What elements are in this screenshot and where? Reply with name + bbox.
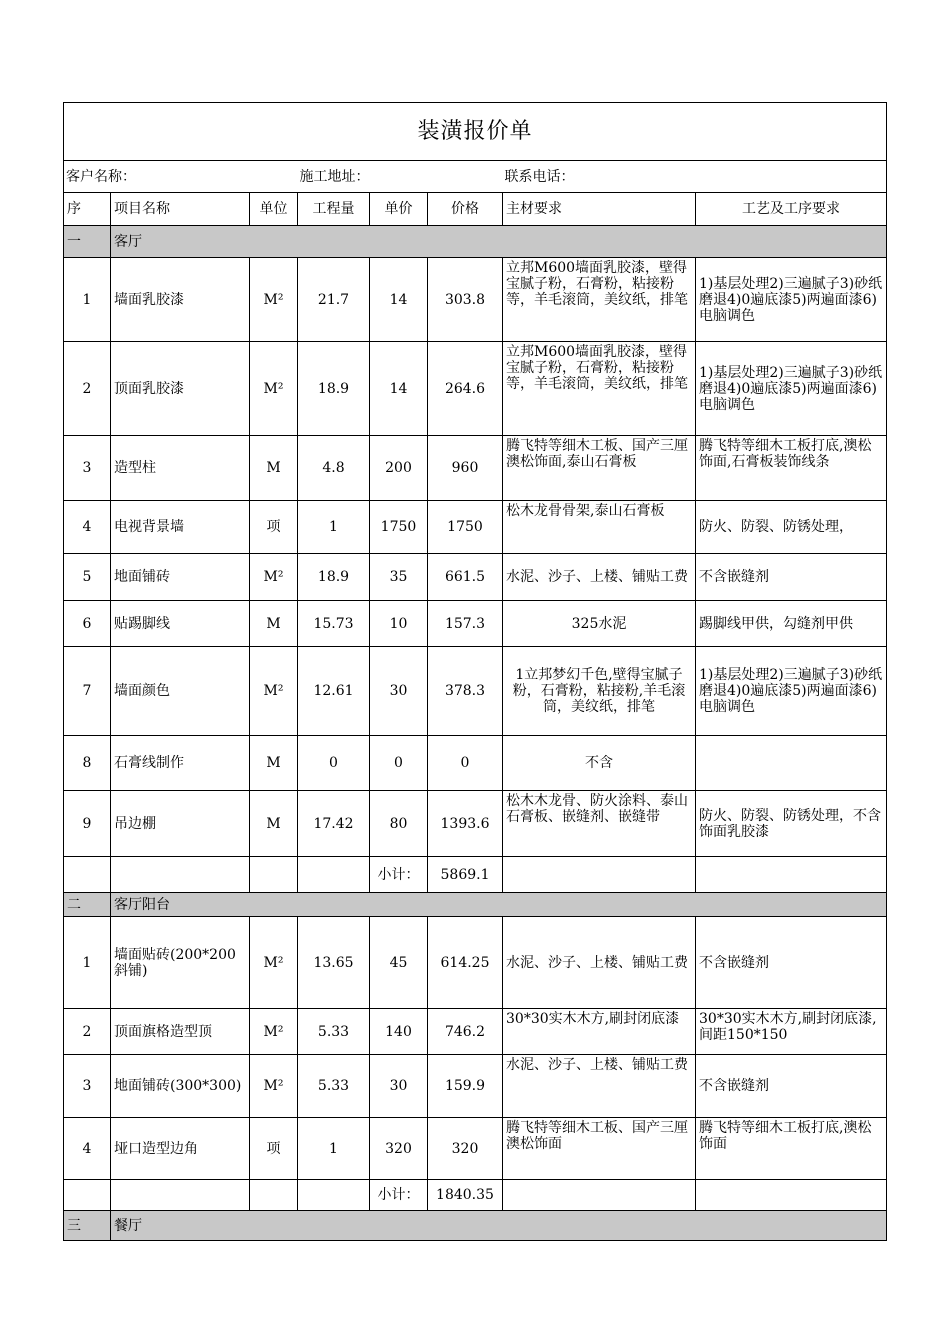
section-row: [64, 226, 887, 258]
table-row: [64, 736, 887, 791]
item-number: 1: [64, 258, 111, 342]
item-number: 3: [64, 436, 111, 501]
item-quantity: 12.61: [298, 647, 370, 736]
section-name: 客厅: [111, 226, 887, 258]
subtotal-row: [64, 1180, 887, 1211]
item-number: 9: [64, 791, 111, 857]
item-unit-price: 14: [370, 342, 428, 436]
item-unit: M: [250, 736, 298, 791]
item-name: 墙面乳胶漆: [111, 258, 250, 342]
item-material: 水泥、沙子、上楼、铺贴工费: [503, 1055, 696, 1118]
item-unit-price: 140: [370, 1009, 428, 1055]
empty-cell: [64, 1180, 111, 1211]
item-name: 地面铺砖: [111, 554, 250, 601]
item-process: 不含嵌缝剂: [696, 1055, 887, 1118]
item-name: 造型柱: [111, 436, 250, 501]
item-total: 264.6: [428, 342, 503, 436]
item-process: 1)基层处理2)三遍腻子3)砂纸磨退4)0遍底漆5)两遍面漆6)电脑调色: [696, 647, 887, 736]
empty-cell: [503, 857, 696, 893]
item-unit: M²: [250, 258, 298, 342]
item-unit: M²: [250, 1055, 298, 1118]
table-row: [64, 1118, 887, 1180]
item-number: 4: [64, 501, 111, 554]
table-row: [64, 554, 887, 601]
item-number: 4: [64, 1118, 111, 1180]
item-unit-price: 30: [370, 647, 428, 736]
item-process: 腾飞特等细木工板打底,澳松饰面: [696, 1118, 887, 1180]
header-unit: 单位: [250, 193, 298, 226]
item-process: 防火、防裂、防锈处理，: [696, 501, 887, 554]
subtotal-label: 小计：: [370, 857, 428, 893]
item-process: [696, 736, 887, 791]
item-name: 地面铺砖(300*300): [111, 1055, 250, 1118]
item-quantity: 17.42: [298, 791, 370, 857]
empty-cell: [298, 1180, 370, 1211]
item-unit-price: 14: [370, 258, 428, 342]
table-row: [64, 258, 887, 342]
section-name: 客厅阳台: [111, 893, 887, 917]
item-material: 30*30实木木方,刷封闭底漆: [503, 1009, 696, 1055]
item-material: 325水泥: [503, 601, 696, 647]
empty-cell: [503, 1180, 696, 1211]
item-number: 6: [64, 601, 111, 647]
item-material: 1立邦梦幻千色,壁得宝腻子粉，石膏粉，粘接粉,羊毛滚筒，美纹纸，排笔: [503, 647, 696, 736]
item-unit: M²: [250, 554, 298, 601]
item-material: 松木龙骨骨架,泰山石膏板: [503, 501, 696, 554]
item-number: 2: [64, 342, 111, 436]
item-process: 不含嵌缝剂: [696, 917, 887, 1009]
item-unit-price: 200: [370, 436, 428, 501]
item-unit-price: 45: [370, 917, 428, 1009]
table-row: [64, 1009, 887, 1055]
item-total: 1393.6: [428, 791, 503, 857]
item-number: 3: [64, 1055, 111, 1118]
item-unit: 项: [250, 501, 298, 554]
table-row: [64, 647, 887, 736]
empty-cell: [696, 857, 887, 893]
address-label: 施工地址：: [298, 161, 503, 193]
table-row: [64, 436, 887, 501]
item-total: 1750: [428, 501, 503, 554]
item-number: 8: [64, 736, 111, 791]
section-number: 一: [64, 226, 111, 258]
item-material: 水泥、沙子、上楼、铺贴工费: [503, 917, 696, 1009]
item-unit: M: [250, 791, 298, 857]
item-total: 661.5: [428, 554, 503, 601]
item-total: 320: [428, 1118, 503, 1180]
section-row: [64, 1211, 887, 1241]
empty-cell: [250, 857, 298, 893]
empty-cell: [111, 1180, 250, 1211]
item-process: 1)基层处理2)三遍腻子3)砂纸磨退4)0遍底漆5)两遍面漆6)电脑调色: [696, 258, 887, 342]
item-material: 腾飞特等细木工板、国产三厘澳松饰面,泰山石膏板: [503, 436, 696, 501]
item-process: 30*30实木木方,刷封闭底漆,间距150*150: [696, 1009, 887, 1055]
quote-table: [63, 102, 887, 1241]
item-quantity: 5.33: [298, 1009, 370, 1055]
subtotal-label: 小计：: [370, 1180, 428, 1211]
item-quantity: 18.9: [298, 554, 370, 601]
item-total: 159.9: [428, 1055, 503, 1118]
header-qty: 工程量: [298, 193, 370, 226]
item-process: 防火、防裂、防锈处理，不含饰面乳胶漆: [696, 791, 887, 857]
subtotal-value: 5869.1: [428, 857, 503, 893]
item-name: 电视背景墙: [111, 501, 250, 554]
item-unit-price: 35: [370, 554, 428, 601]
section-name: 餐厅: [111, 1211, 887, 1241]
item-unit-price: 10: [370, 601, 428, 647]
header-total: 价格: [428, 193, 503, 226]
item-material: 腾飞特等细木工板、国产三厘澳松饰面: [503, 1118, 696, 1180]
item-name: 贴踢脚线: [111, 601, 250, 647]
item-total: 960: [428, 436, 503, 501]
item-number: 5: [64, 554, 111, 601]
header-no: 序: [64, 193, 111, 226]
table-row: [64, 917, 887, 1009]
table-row: [64, 1055, 887, 1118]
item-quantity: 13.65: [298, 917, 370, 1009]
item-material: 不含: [503, 736, 696, 791]
item-quantity: 4.8: [298, 436, 370, 501]
item-unit: M: [250, 601, 298, 647]
header-process: 工艺及工序要求: [696, 193, 887, 226]
table-row: [64, 342, 887, 436]
subtotal-value: 1840.35: [428, 1180, 503, 1211]
page-title: 装潢报价单: [64, 103, 887, 161]
empty-cell: [250, 1180, 298, 1211]
table-row: [64, 501, 887, 554]
item-material: 松木木龙骨、防火涂料、泰山石膏板、嵌缝剂、嵌缝带: [503, 791, 696, 857]
item-unit: 项: [250, 1118, 298, 1180]
item-name: 石膏线制作: [111, 736, 250, 791]
empty-cell: [298, 857, 370, 893]
item-name: 垭口造型边角: [111, 1118, 250, 1180]
phone-label: 联系电话：: [503, 161, 887, 193]
item-quantity: 21.7: [298, 258, 370, 342]
table-row: [64, 601, 887, 647]
header-row: [64, 193, 887, 226]
subtotal-row: [64, 857, 887, 893]
item-unit: M²: [250, 647, 298, 736]
item-total: 157.3: [428, 601, 503, 647]
item-name: 顶面旗格造型顶: [111, 1009, 250, 1055]
item-name: 顶面乳胶漆: [111, 342, 250, 436]
item-total: 303.8: [428, 258, 503, 342]
item-process: 踢脚线甲供，勾缝剂甲供: [696, 601, 887, 647]
table-row: [64, 791, 887, 857]
item-unit: M²: [250, 342, 298, 436]
item-name: 墙面贴砖(200*200斜铺): [111, 917, 250, 1009]
item-total: 614.25: [428, 917, 503, 1009]
section-number: 二: [64, 893, 111, 917]
item-unit-price: 80: [370, 791, 428, 857]
item-quantity: 5.33: [298, 1055, 370, 1118]
item-unit-price: 1750: [370, 501, 428, 554]
item-quantity: 1: [298, 501, 370, 554]
item-name: 墙面颜色: [111, 647, 250, 736]
item-total: 0: [428, 736, 503, 791]
item-material: 水泥、沙子、上楼、铺贴工费: [503, 554, 696, 601]
item-material: 立邦M600墙面乳胶漆，壁得宝腻子粉，石膏粉，粘接粉等，羊毛滚筒，美纹纸，排笔: [503, 342, 696, 436]
item-quantity: 18.9: [298, 342, 370, 436]
item-unit-price: 30: [370, 1055, 428, 1118]
item-unit-price: 320: [370, 1118, 428, 1180]
item-unit: M²: [250, 1009, 298, 1055]
section-row: [64, 893, 887, 917]
item-process: 不含嵌缝剂: [696, 554, 887, 601]
header-material: 主材要求: [503, 193, 696, 226]
customer-name-label: 客户名称：: [64, 161, 298, 193]
item-process: 1)基层处理2)三遍腻子3)砂纸磨退4)0遍底漆5)两遍面漆6)电脑调色: [696, 342, 887, 436]
header-price: 单价: [370, 193, 428, 226]
item-number: 7: [64, 647, 111, 736]
item-total: 746.2: [428, 1009, 503, 1055]
empty-cell: [64, 857, 111, 893]
item-unit: M²: [250, 917, 298, 1009]
item-quantity: 0: [298, 736, 370, 791]
item-quantity: 1: [298, 1118, 370, 1180]
empty-cell: [696, 1180, 887, 1211]
item-number: 2: [64, 1009, 111, 1055]
item-total: 378.3: [428, 647, 503, 736]
item-unit-price: 0: [370, 736, 428, 791]
item-name: 吊边棚: [111, 791, 250, 857]
item-material: 立邦M600墙面乳胶漆，壁得宝腻子粉，石膏粉，粘接粉等，羊毛滚筒，美纹纸，排笔: [503, 258, 696, 342]
item-quantity: 15.73: [298, 601, 370, 647]
header-name: 项目名称: [111, 193, 250, 226]
item-number: 1: [64, 917, 111, 1009]
empty-cell: [111, 857, 250, 893]
item-process: 腾飞特等细木工板打底,澳松饰面,石膏板装饰线条: [696, 436, 887, 501]
item-unit: M: [250, 436, 298, 501]
section-number: 三: [64, 1211, 111, 1241]
